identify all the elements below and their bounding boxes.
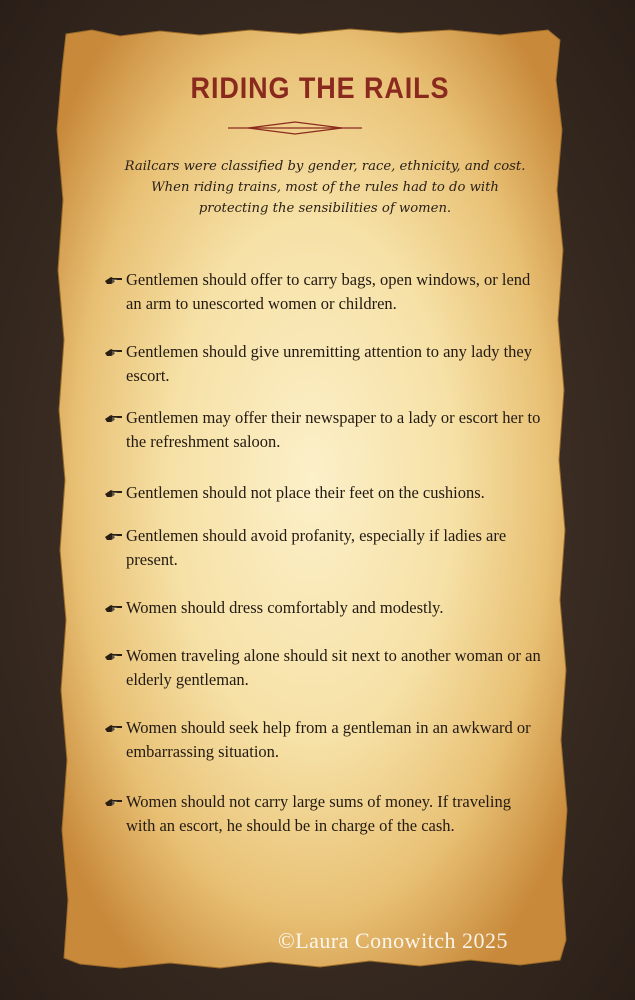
rule-text: Gentlemen may offer their newspaper to a lady or escort her to the refreshment saloon. — [126, 408, 541, 451]
rule-item — [104, 596, 544, 620]
rule-item — [104, 406, 544, 454]
rule-text: Women should dress comfortably and modestly. — [126, 598, 444, 617]
rule-text: Women should seek help from a gentleman in an awkward or embarrassing situation. — [126, 718, 531, 761]
rule-item — [104, 644, 544, 692]
rule-text: Gentlemen should not place their feet on the cushions. — [126, 483, 485, 502]
rule-text: Women should not carry large sums of money. If traveling with an escort, he should be in charge of the cash. — [126, 792, 511, 835]
pointing-hand-icon — [104, 599, 124, 615]
rule-item — [104, 340, 544, 388]
pointing-hand-icon — [104, 647, 124, 663]
pointing-hand-icon — [104, 793, 124, 809]
pointing-hand-icon — [104, 484, 124, 500]
rule-text: Gentlemen should give unremitting attention to any lady they escort. — [126, 342, 532, 385]
rule-text: Women traveling alone should sit next to another woman or an elderly gentleman. — [126, 646, 541, 689]
pointing-hand-icon — [104, 271, 124, 287]
intro-paragraph: Railcars were classified by gender, race, ethnicity, and cost. When riding trains, most of the rules had to do with protecting the sensibilities of women. — [124, 159, 526, 216]
pointing-hand-icon — [104, 409, 124, 425]
sign-title: RIDING THE RAILS — [190, 72, 450, 105]
pointing-hand-icon — [104, 343, 124, 359]
rule-item — [104, 790, 544, 838]
rule-text: Gentlemen should offer to carry bags, open windows, or lend an arm to unescorted women or children. — [126, 270, 531, 313]
rule-text: Gentlemen should avoid profanity, especially if ladies are present. — [126, 526, 507, 569]
pointing-hand-icon — [104, 527, 124, 543]
rule-item — [104, 481, 544, 505]
pointing-hand-icon — [104, 719, 124, 735]
rule-item — [104, 716, 544, 764]
rule-item — [104, 268, 544, 316]
copyright-watermark: ©Laura Conowitch 2025 — [278, 928, 509, 953]
rule-item — [104, 524, 544, 572]
title-divider-ornament — [228, 121, 362, 135]
